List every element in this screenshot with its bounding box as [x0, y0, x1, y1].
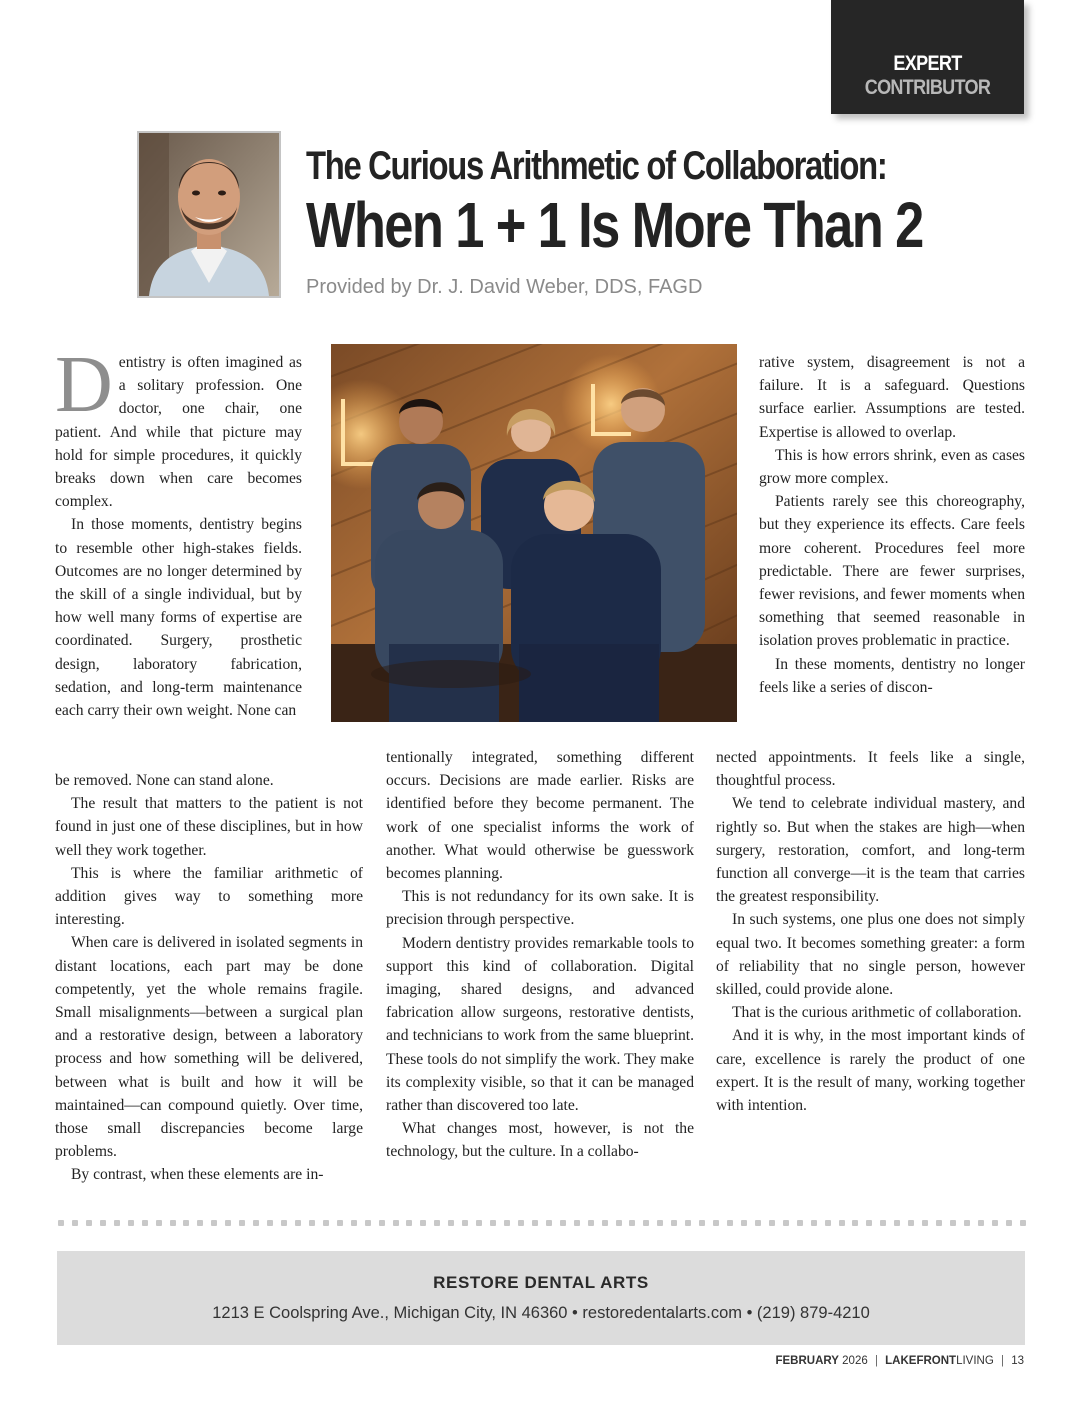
divider-dot [616, 1220, 622, 1226]
issue-year: 2026 [842, 1355, 868, 1367]
divider-dot [183, 1220, 189, 1226]
divider-dot [211, 1220, 217, 1226]
magazine-name-light: LIVING [956, 1355, 994, 1367]
article-paragraph: This is not redundancy for its own sake. It is precision through perspective. [386, 888, 694, 929]
divider-dot [532, 1220, 538, 1226]
article-paragraph: The result that matters to the patient is not found in just one of these disciplines, but in how well they work together. [55, 795, 363, 859]
divider-dot [393, 1220, 399, 1226]
divider-dot [699, 1220, 705, 1226]
divider-dot [839, 1220, 845, 1226]
byline: Provided by Dr. J. David Weber, DDS, FAGD [306, 276, 703, 298]
footer-separator: | [1001, 1355, 1004, 1367]
divider-dot [1006, 1220, 1012, 1226]
divider-dot [992, 1220, 998, 1226]
section-tab-label [845, 52, 1011, 100]
practice-info-box [57, 1251, 1025, 1345]
divider-dot [783, 1220, 789, 1226]
divider-dot [379, 1220, 385, 1226]
divider-dot [825, 1220, 831, 1226]
divider-dot [156, 1220, 162, 1226]
article-paragraph: In these moments, dentistry no longer feels like a series of discon- [759, 655, 1025, 696]
article-paragraph [55, 341, 302, 513]
article-paragraph: This is how errors shrink, even as cases grow more complex. [759, 446, 1025, 488]
author-portrait [137, 131, 281, 298]
section-tab-word-expert: EXPERT [893, 52, 962, 75]
divider-dot [128, 1220, 134, 1226]
divider-dot [713, 1220, 719, 1226]
divider-dot [769, 1220, 775, 1226]
footer-separator: | [874, 1355, 878, 1367]
divider-dot [964, 1220, 970, 1226]
divider-dot [685, 1220, 691, 1226]
article-paragraph: And it is why, in the most important kinds of care, excellence is rarely the product of one expert. It is the result of many, working together with intention. [716, 1027, 1025, 1115]
divider-dot [476, 1220, 482, 1226]
divider-dot [170, 1220, 176, 1226]
divider-dot [490, 1220, 496, 1226]
divider-dot [936, 1220, 942, 1226]
divider-dot [811, 1220, 817, 1226]
article-text: entistry is often imagined as a solitary profession. One doctor, one chair, one patient. And while that picture may hold for simple procedures, it quickly breaks down when care becomes complex. [55, 354, 302, 511]
divider-dot [950, 1220, 956, 1226]
divider-dot [420, 1220, 426, 1226]
divider-dot [908, 1220, 914, 1226]
divider-dot [560, 1220, 566, 1226]
divider-dot [880, 1220, 886, 1226]
dotted-divider [58, 1220, 1026, 1228]
magazine-name-bold: LAKEFRONT [885, 1355, 957, 1367]
article-paragraph: tentionally integrated, something different occurs. Decisions are made earlier. Risks are identified before they become permanent. The work of one specialist informs the work of another. What would otherwise be guesswork becomes planning. [386, 749, 694, 883]
divider-dot [267, 1220, 273, 1226]
article-column-2 [386, 746, 694, 1164]
divider-dot [894, 1220, 900, 1226]
divider-dot [86, 1220, 92, 1226]
divider-dot [643, 1220, 649, 1226]
divider-dot [253, 1220, 259, 1226]
divider-dot [351, 1220, 357, 1226]
divider-dot [197, 1220, 203, 1226]
article-paragraph: What changes most, however, is not the technology, but the culture. In a collabo- [386, 1120, 694, 1161]
page-number: 13 [1011, 1355, 1024, 1367]
article-paragraph: When care is delivered in isolated segments in distant locations, each part may be done competently, yet the whole remains fragile. Small misalignments—between a surgical plan and a restorative design, between a laboratory process and how something will be delivered, between what is built and how it will be maintained—can compound quietly. Over time, those small discrepancies become large problems. [55, 934, 363, 1161]
divider-dot [727, 1220, 733, 1226]
team-photo [331, 344, 737, 722]
divider-dot [114, 1220, 120, 1226]
headline-line-2: When 1 + 1 Is More Than 2 [306, 189, 923, 261]
practice-contact-line: 1213 E Coolspring Ave., Michigan City, IN 46360 • restoredentalarts.com • (219) 879-4210 [212, 1304, 870, 1322]
divider-dot [1020, 1220, 1026, 1226]
divider-dot [671, 1220, 677, 1226]
article-paragraph: be removed. None can stand alone. [55, 772, 274, 789]
divider-dot [504, 1220, 510, 1226]
article-paragraph: In such systems, one plus one does not simply equal two. It becomes something greater: a form of reliability that no single person, however skilled, could provide alone. [716, 911, 1025, 999]
divider-dot [295, 1220, 301, 1226]
article-column-3-bottom [716, 746, 1025, 1117]
divider-dot [434, 1220, 440, 1226]
divider-dot [852, 1220, 858, 1226]
article-column-1-bottom [55, 769, 363, 1187]
article-paragraph: We tend to celebrate individual mastery, and rightly so. But when the stakes are high—when surgery, restoration, comfort, and long-term function all converge—it is the team that carries the greatest responsibility. [716, 795, 1025, 906]
divider-dot [337, 1220, 343, 1226]
article-paragraph: This is where the familiar arithmetic of addition gives way to something more interesting. [55, 864, 363, 929]
drop-cap: D [55, 341, 113, 429]
divider-dot [309, 1220, 315, 1226]
team-photo-image [331, 344, 737, 722]
divider-dot [281, 1220, 287, 1226]
divider-dot [866, 1220, 872, 1226]
divider-dot [574, 1220, 580, 1226]
divider-dot [657, 1220, 663, 1226]
section-tab [831, 0, 1024, 114]
divider-dot [797, 1220, 803, 1226]
divider-dot [546, 1220, 552, 1226]
divider-dot [518, 1220, 524, 1226]
divider-dot [741, 1220, 747, 1226]
divider-dot [755, 1220, 761, 1226]
article-paragraph: rative system, disagreement is not a failure. It is a safeguard. Questions surface earlier. Assumptions are tested. Expertise is allowed to overlap. [759, 354, 1025, 441]
divider-dot [462, 1220, 468, 1226]
article-paragraph: By contrast, when these elements are in- [71, 1166, 324, 1184]
divider-dot [142, 1220, 148, 1226]
article-column-3-top [759, 351, 1025, 699]
page-footer [775, 1355, 1024, 1367]
article-column-1-top [55, 341, 302, 722]
divider-dot [365, 1220, 371, 1226]
divider-dot [448, 1220, 454, 1226]
divider-dot [100, 1220, 106, 1226]
divider-dot [58, 1220, 64, 1226]
section-tab-word-contributor: CONTRIBUTOR [864, 76, 991, 99]
divider-dot [588, 1220, 594, 1226]
divider-dot [922, 1220, 928, 1226]
divider-dot [72, 1220, 78, 1226]
divider-dot [406, 1220, 412, 1226]
divider-dot [978, 1220, 984, 1226]
article-paragraph: Modern dentistry provides remarkable tools to support this kind of collaboration. Digital imaging, shared designs, and advanced fabrication allow surgeons, restorative dentists, and technicians to work from the same blueprint. These tools do not simplify the work. They make its complexity visible, so that it can be managed rather than discovered too late. [386, 934, 694, 1115]
author-portrait-image [139, 133, 279, 296]
practice-name: RESTORE DENTAL ARTS [433, 1273, 649, 1292]
divider-dot [225, 1220, 231, 1226]
divider-dot [239, 1220, 245, 1226]
divider-dot [323, 1220, 329, 1226]
issue-month: FEBRUARY [775, 1355, 839, 1367]
article-paragraph: That is the curious arithmetic of collaboration. [732, 1004, 1022, 1022]
headline-line-1: The Curious Arithmetic of Collaboration: [306, 144, 887, 188]
article-paragraph: Patients rarely see this choreography, but they experience its effects. Care feels more coherent. Procedures feel more predictable. There are fewer surprises, fewer revisions, and fewer moments when something that seemed reasonable in isolation proves problematic in practice. [759, 493, 1025, 650]
divider-dot [602, 1220, 608, 1226]
article-paragraph: In those moments, dentistry begins to resemble other high-stakes fields. Outcomes are no longer determined by the skill of a single individual, but by how well many forms of expertise are coordinated. Surgery, prosthetic design, laboratory fabrication, sedation, and long-term maintenance each carry their own weight. None can [55, 516, 302, 720]
article-paragraph: nected appointments. It feels like a single, thoughtful process. [716, 749, 1025, 790]
divider-dot [629, 1220, 635, 1226]
